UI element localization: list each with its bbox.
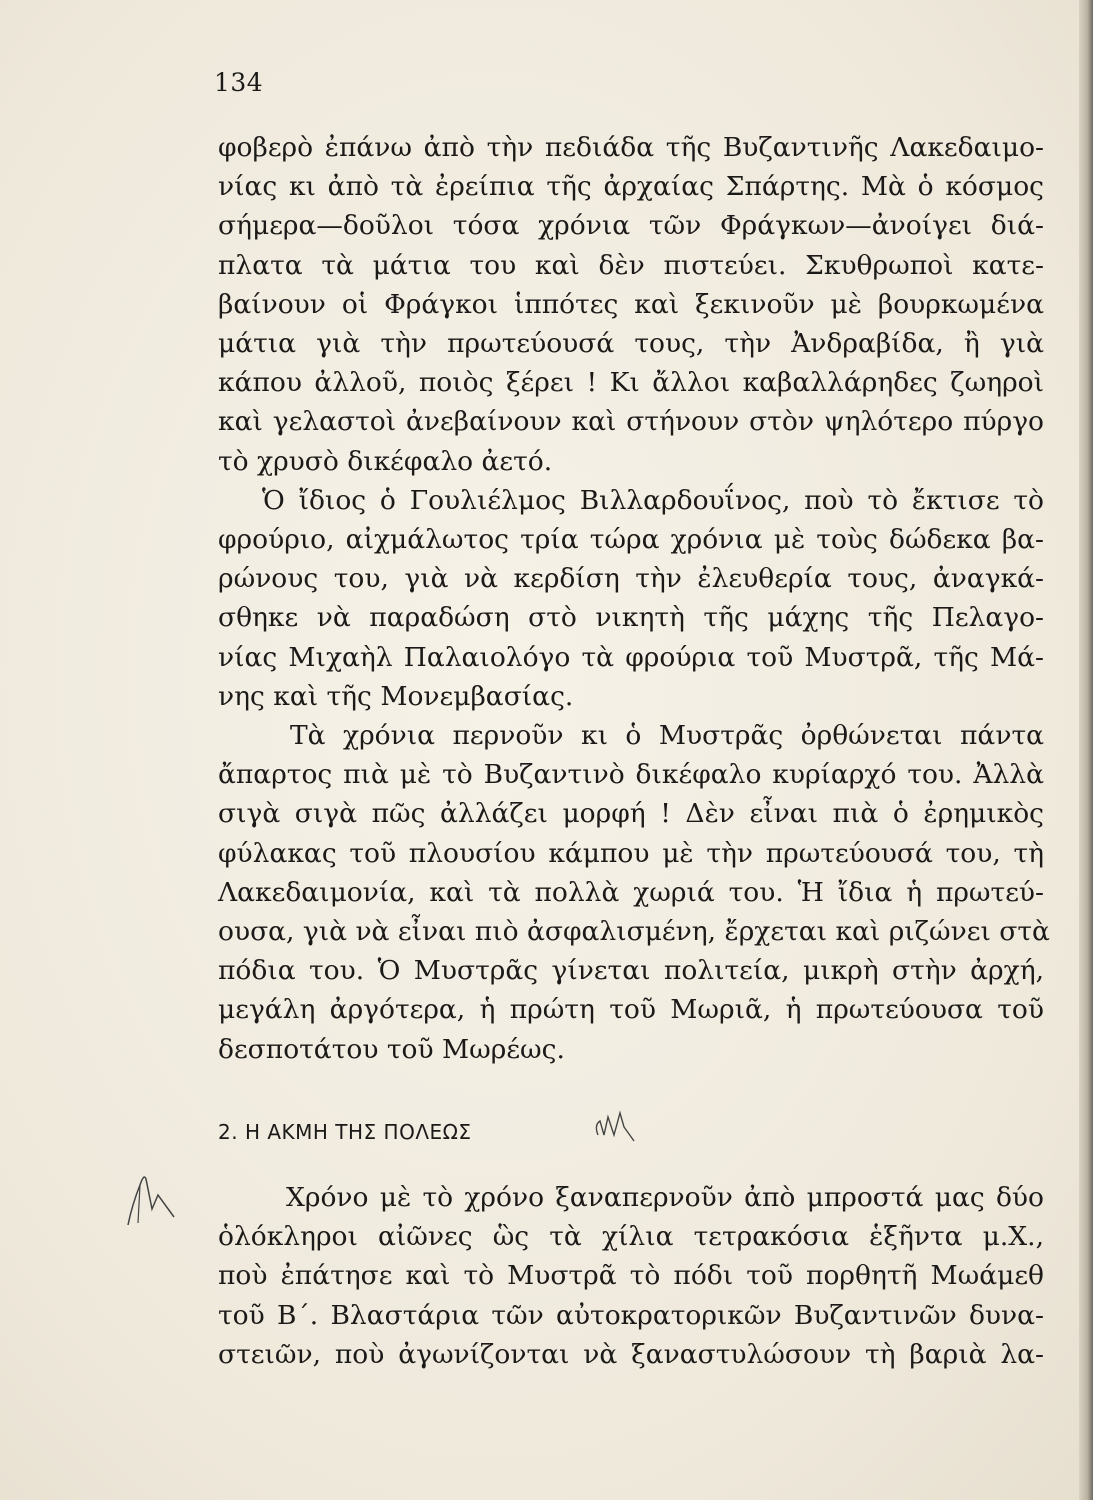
page-edge-shadow: [1079, 0, 1093, 1500]
text-line: σιγὰ σιγὰ πῶς ἀλλάζει μορφή ! Δὲν εἶναι πιὰ ὁ ἐρημικὸς: [218, 798, 1044, 830]
text-line: νίας Μιχαὴλ Παλαιολόγο τὰ φρούρια τοῦ Μυστρᾶ, τῆς Μά-: [218, 641, 1044, 673]
text-line: στειῶν, ποὺ ἀγωνίζονται νὰ ξαναστυλώσουν τὴ βαριὰ λα-: [218, 1338, 1044, 1370]
text-line: σθηκε νὰ παραδώση στὸ νικητὴ τῆς μάχης τῆς Πελαγο-: [218, 602, 1044, 634]
text-line: Χρόνο μὲ τὸ χρόνο ξαναπερνοῦν ἀπὸ μπροστά μας δύο: [286, 1182, 1044, 1213]
text-line: τοῦ Β΄. Βλαστάρια τῶν αὐτοκρατορικῶν Βυζαντινῶν δυνα-: [218, 1299, 1044, 1331]
text-line: βαίνουν οἱ Φράγκοι ἱππότες καὶ ξεκινοῦν μὲ βουρκωμένα: [218, 288, 1044, 320]
handwritten-mark-heading: [590, 1105, 690, 1145]
handwritten-margin-mark: [118, 1165, 178, 1235]
text-line: Λακεδαιμονία, καὶ τὰ πολλὰ χωριά του. Ἡ ἴδια ἡ πρωτεύ-: [218, 876, 1044, 908]
text-line: νίας κι ἀπὸ τὰ ἐρείπια τῆς ἀρχαίας Σπάρτης. Μὰ ὁ κόσμος: [218, 171, 1044, 203]
text-line: μάτια γιὰ τὴν πρωτεύουσά τους, τὴν Ἀνδραβίδα, ἢ γιὰ: [218, 328, 1044, 359]
text-line: νης καὶ τῆς Μονεμβασίας.: [218, 680, 574, 712]
text-line: Ὁ ἴδιος ὁ Γουλιέλμος Βιλλαρδουΐνος, ποὺ τὸ ἔκτισε τὸ: [262, 484, 1044, 516]
section-heading: 2. Η ΑΚΜΗ ΤΗΣ ΠΟΛΕΩΣ: [218, 1120, 472, 1144]
text-line: Τὰ χρόνια περνοῦν κι ὁ Μυστρᾶς ὀρθώνεται πάντα: [290, 720, 1044, 751]
page-number: 134: [214, 68, 264, 97]
text-line: ποὺ ἐπάτησε καὶ τὸ Μυστρᾶ τὸ πόδι τοῦ πορθητῆ Μωάμεθ: [218, 1260, 1044, 1292]
text-line: φοβερὸ ἐπάνω ἀπὸ τὴν πεδιάδα τῆς Βυζαντινῆς Λακεδαιμο-: [218, 132, 1044, 163]
text-line: ἄπαρτος πιὰ μὲ τὸ Βυζαντινὸ δικέφαλο κυρίαρχό του. Ἀλλὰ: [218, 759, 1044, 791]
text-line: ουσα, γιὰ νὰ εἶναι πιὸ ἀσφαλισμένη, ἔρχεται καὶ ριζώνει στὰ: [218, 916, 1050, 947]
text-line: φρούριο, αἰχμάλωτος τρία τώρα χρόνια μὲ τοὺς δώδεκα βα-: [218, 524, 1044, 555]
text-line: ὁλόκληροι αἰῶνες ὣς τὰ χίλια τετρακόσια ἑξῆντα μ.Χ.,: [218, 1221, 1044, 1253]
text-line: πλατα τὰ μάτια του καὶ δὲν πιστεύει. Σκυθρωποὶ κατε-: [218, 249, 1044, 281]
text-line: σήμερα—δοῦλοι τόσα χρόνια τῶν Φράγκων—ἀνοίγει διά-: [218, 210, 1044, 242]
text-line: καὶ γελαστοὶ ἀνεβαίνουν καὶ στήνουν στὸν ψηλότερο πύργο: [218, 406, 1044, 438]
text-line: τὸ χρυσὸ δικέφαλο ἀετό.: [218, 445, 553, 477]
text-line: ρώνους του, γιὰ νὰ κερδίση τὴν ἐλευθερία τους, ἀναγκά-: [218, 563, 1044, 595]
text-line: φύλακας τοῦ πλουσίου κάμπου μὲ τὴν πρωτεύουσά του, τὴ: [218, 837, 1044, 869]
text-line: μεγάλη ἀργότερα, ἡ πρώτη τοῦ Μωριᾶ, ἡ πρωτεύουσα τοῦ: [218, 994, 1044, 1026]
text-line: πόδια του. Ὁ Μυστρᾶς γίνεται πολιτεία, μικρὴ στὴν ἀρχή,: [218, 955, 1044, 987]
text-line: δεσποτάτου τοῦ Μωρέως.: [218, 1033, 565, 1065]
text-line: κάπου ἀλλοῦ, ποιὸς ξέρει ! Κι ἄλλοι καβαλλάρηδες ζωηροὶ: [218, 367, 1044, 399]
